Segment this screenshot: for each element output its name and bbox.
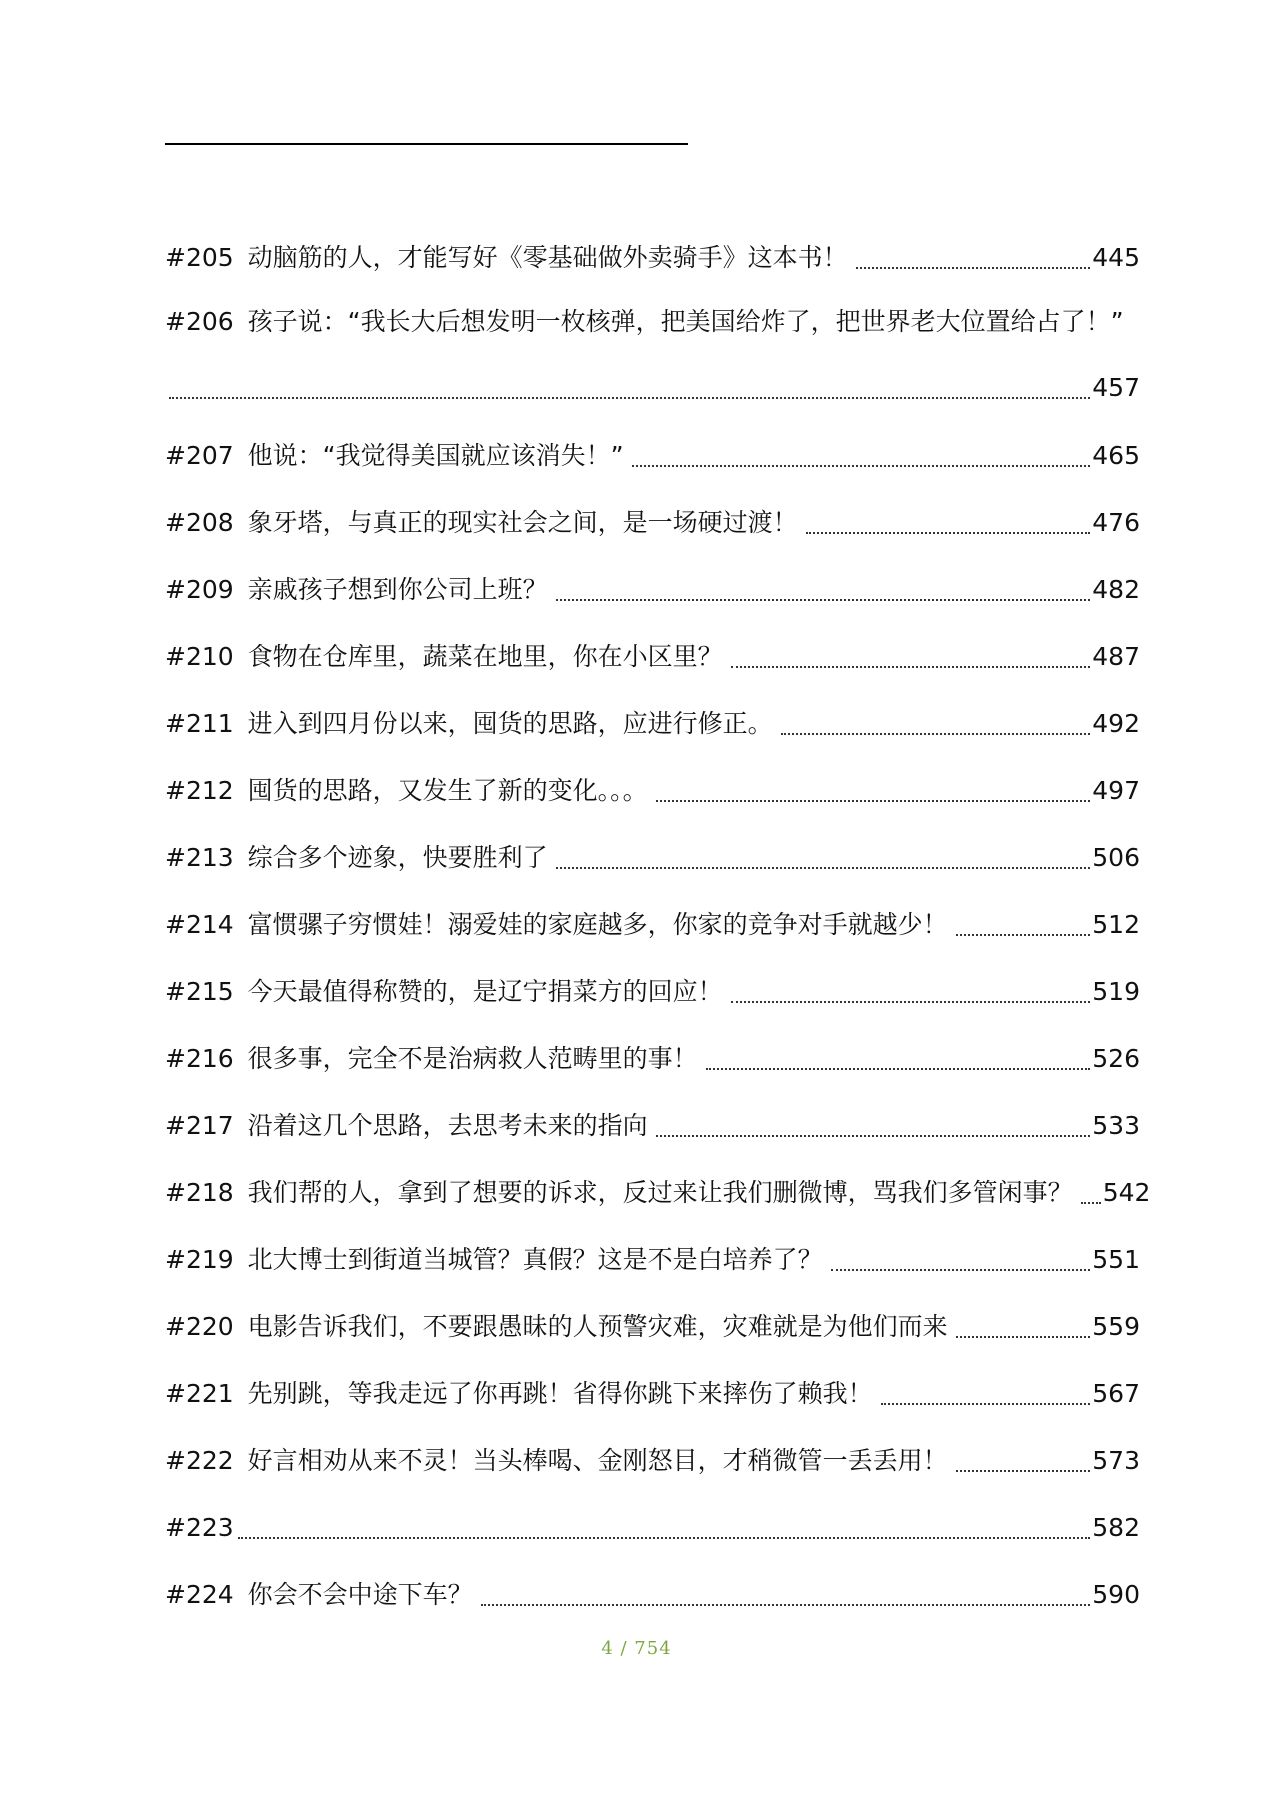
toc-entry-number: #212 — [165, 776, 234, 805]
top-rule — [165, 143, 688, 145]
toc-entry-title: 北大博士到街道当城管？真假？这是不是白培养了？ — [247, 1245, 823, 1274]
toc-entry-title: 今天最值得称赞的，是辽宁捐菜方的回应！ — [247, 977, 723, 1006]
toc-entry-page: 567 — [1092, 1379, 1140, 1408]
toc-entry[interactable] — [165, 436, 1140, 476]
page-indicator: 4 / 754 — [601, 1638, 672, 1659]
toc-entry-page: 465 — [1092, 441, 1140, 470]
toc-entry-page: 551 — [1092, 1245, 1140, 1274]
dot-leader — [856, 238, 1091, 278]
dot-leader — [656, 771, 1091, 811]
toc-entry-page: 590 — [1092, 1580, 1140, 1609]
toc-entry-title: 动脑筋的人，才能写好《零基础做外卖骑手》这本书！ — [247, 243, 848, 272]
toc-entry-page: 492 — [1092, 709, 1140, 738]
toc-entry-page: 487 — [1092, 642, 1140, 671]
toc-entry[interactable] — [165, 1374, 1140, 1414]
toc-entry[interactable] — [165, 503, 1140, 543]
toc-entry[interactable] — [165, 771, 1140, 811]
toc-entry[interactable] — [165, 1508, 1140, 1548]
toc-entry[interactable] — [165, 905, 1140, 945]
toc-entry-number: #210 — [165, 642, 234, 671]
toc-entry-number: #213 — [165, 843, 234, 872]
toc-entry-number: #222 — [165, 1446, 234, 1475]
dot-leader — [481, 1575, 1091, 1615]
toc-entry-number: #211 — [165, 709, 234, 738]
toc-entry-title: 很多事，完全不是治病救人范畴里的事！ — [247, 1044, 698, 1073]
toc-entry-title: 他说：“我觉得美国就应该消失！” — [247, 441, 624, 470]
toc-entry-page: 573 — [1092, 1446, 1140, 1475]
toc-entry-title: 象牙塔，与真正的现实社会之间，是一场硬过渡！ — [247, 508, 798, 537]
toc-entry[interactable] — [165, 238, 1140, 278]
dot-leader — [881, 1374, 1091, 1414]
toc-entry-title: 孩子说：“我长大后想发明一枚核弹，把美国给炸了，把世界老大位置给占了！” — [247, 307, 1124, 336]
toc-entry[interactable] — [165, 1240, 1140, 1280]
toc-entry-page: 482 — [1092, 575, 1140, 604]
toc-entry-page: 512 — [1092, 910, 1140, 939]
toc-entry-number: #215 — [165, 977, 234, 1006]
dot-leader — [706, 1039, 1091, 1079]
toc-entry-number: #217 — [165, 1111, 234, 1140]
toc-entry-title: 囤货的思路，又发生了新的变化。。。 — [247, 776, 648, 805]
toc-entry-title: 进入到四月份以来，囤货的思路，应进行修正。 — [247, 709, 773, 738]
toc-entry[interactable] — [165, 1106, 1140, 1146]
toc-entry-number: #219 — [165, 1245, 234, 1274]
toc-entry-number: #220 — [165, 1312, 234, 1341]
toc-entry-number: #206 — [165, 307, 234, 336]
dot-leader — [632, 436, 1091, 476]
dot-leader — [781, 704, 1091, 744]
dot-leader — [556, 570, 1091, 610]
dot-leader — [169, 368, 1090, 408]
toc-entry-page: 519 — [1092, 977, 1140, 1006]
toc-entry-title: 综合多个迹象，快要胜利了 — [247, 843, 548, 872]
toc-entry-title: 沿着这几个思路，去思考未来的指向 — [247, 1111, 648, 1140]
dot-leader — [556, 838, 1091, 878]
toc-entry[interactable] — [165, 1307, 1140, 1347]
toc-entry-number: #216 — [165, 1044, 234, 1073]
toc-entry[interactable] — [165, 704, 1140, 744]
toc-entry[interactable] — [165, 1441, 1140, 1481]
toc-entry-number: #224 — [165, 1580, 234, 1609]
toc-entry-title: 食物在仓库里，蔬菜在地里，你在小区里？ — [247, 642, 723, 671]
toc-entry-title: 先别跳，等我走远了你再跳！省得你跳下来摔伤了赖我！ — [247, 1379, 873, 1408]
toc-entry-number: #207 — [165, 441, 234, 470]
toc-entry-number: #209 — [165, 575, 234, 604]
toc-entry-page: 526 — [1092, 1044, 1140, 1073]
dot-leader — [956, 1307, 1091, 1347]
toc-entry-page: 497 — [1092, 776, 1140, 805]
toc-entry-page: 542 — [1102, 1178, 1151, 1207]
toc-entry-title: 电影告诉我们，不要跟愚昧的人预警灾难，灾难就是为他们而来 — [247, 1312, 948, 1341]
dot-leader — [731, 972, 1091, 1012]
toc-entry-page: 506 — [1092, 843, 1140, 872]
toc-entry-number: #221 — [165, 1379, 234, 1408]
toc-entry-number: #205 — [165, 243, 234, 272]
dot-leader — [956, 1441, 1091, 1481]
toc-entry-page: 457 — [1092, 373, 1140, 402]
toc-entry-page: 559 — [1092, 1312, 1140, 1341]
toc-entry-page: 582 — [1092, 1513, 1140, 1542]
dot-leader — [656, 1106, 1091, 1146]
dot-leader — [1081, 1173, 1101, 1213]
toc-entry-title: 我们帮的人，拿到了想要的诉求，反过来让我们删微博，骂我们多管闲事？ — [247, 1178, 1073, 1207]
toc-entry-title: 好言相劝从来不灵！当头棒喝、金刚怒目，才稍微管一丢丢用！ — [247, 1446, 948, 1475]
toc-entry-continuation[interactable] — [165, 368, 1140, 408]
toc-entry-title: 亲戚孩子想到你公司上班？ — [247, 575, 548, 604]
toc-entry[interactable] — [165, 1039, 1140, 1079]
toc-entry[interactable] — [165, 972, 1140, 1012]
toc-entry[interactable] — [165, 1173, 1151, 1213]
toc-entry-number: #214 — [165, 910, 234, 939]
toc-entry-page: 533 — [1092, 1111, 1140, 1140]
toc-entry-page: 476 — [1092, 508, 1140, 537]
toc-entry-number: #208 — [165, 508, 234, 537]
toc-entry[interactable] — [165, 1575, 1140, 1615]
toc-entry-page: 445 — [1092, 243, 1140, 272]
toc-entry[interactable] — [165, 838, 1140, 878]
dot-leader — [956, 905, 1091, 945]
toc-entry-number: #223 — [165, 1513, 234, 1542]
toc-entry[interactable] — [165, 302, 1140, 342]
dot-leader — [238, 1508, 1091, 1548]
toc-entry[interactable] — [165, 570, 1140, 610]
toc-entry-title: 你会不会中途下车？ — [247, 1580, 473, 1609]
toc-entry-title: 富惯骡子穷惯娃！溺爱娃的家庭越多，你家的竞争对手就越少！ — [247, 910, 948, 939]
dot-leader — [731, 637, 1091, 677]
dot-leader — [831, 1240, 1091, 1280]
toc-entry-number: #218 — [165, 1178, 234, 1207]
dot-leader — [806, 503, 1091, 543]
toc-entry[interactable] — [165, 637, 1140, 677]
